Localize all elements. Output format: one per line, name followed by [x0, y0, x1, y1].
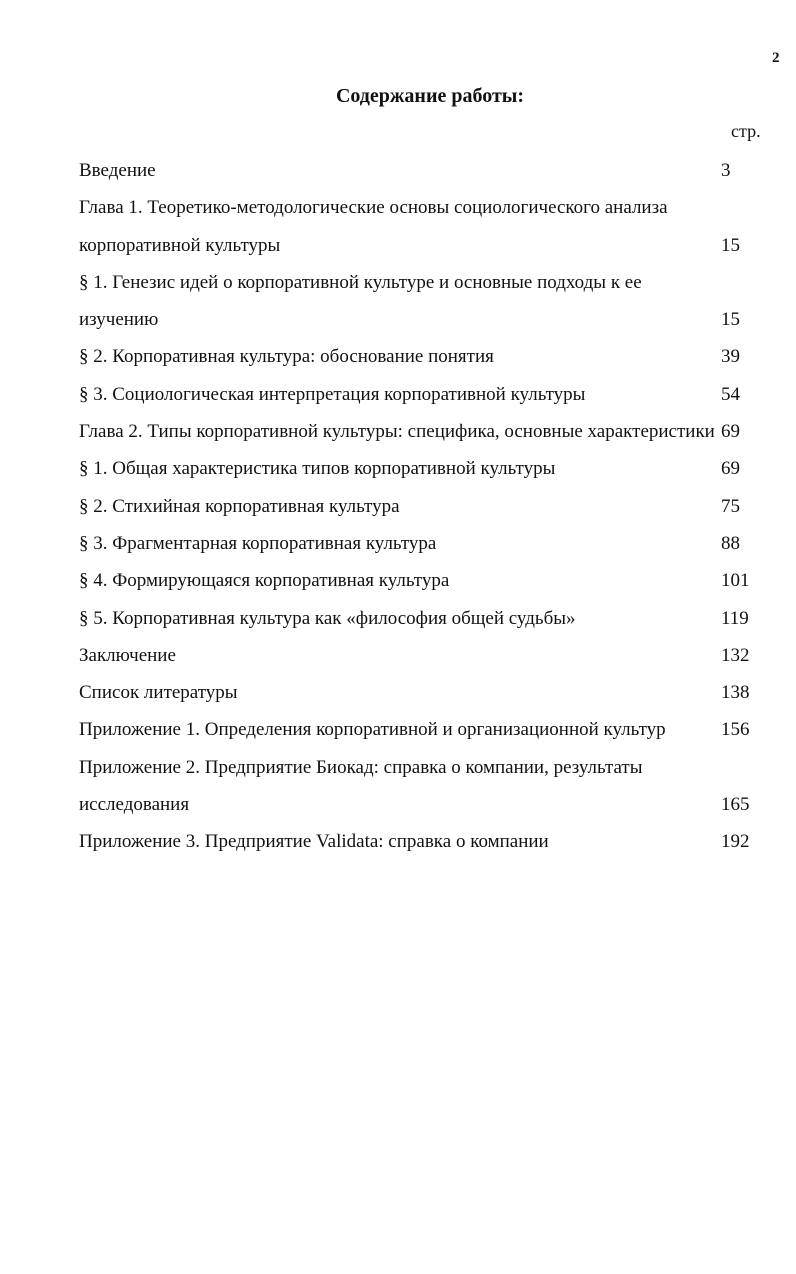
toc-entry-text: § 1. Общая характеристика типов корпоративной культуры — [79, 458, 556, 480]
toc-entry-text: § 3. Фрагментарная корпоративная культура — [79, 532, 437, 554]
toc-entry-page: 3 — [721, 160, 731, 181]
toc-entry-text: Список литературы — [79, 682, 238, 704]
toc-entry-appendix-3 — [79, 823, 769, 860]
toc-entry-appendix-2 — [79, 749, 769, 824]
toc-entry-text: § 1. Генезис идей о корпоративной культуре и основные подходы к ее изучению — [79, 271, 642, 331]
page-number: 2 — [772, 50, 780, 66]
toc-entry-ch1-section-3 — [79, 376, 769, 413]
toc-entry-text: Введение — [79, 160, 156, 181]
toc-entry-page: 119 — [721, 607, 749, 629]
toc-entry-ch2-section-1 — [79, 450, 769, 487]
toc-entry-ch2-section-4 — [79, 562, 769, 599]
toc-entry-bibliography — [79, 674, 769, 711]
page-title: Содержание работы: — [335, 85, 525, 107]
toc-entry-text: Глава 2. Типы корпоративной культуры: специфика, основные характеристики — [79, 421, 715, 443]
toc-entry-page: 101 — [721, 570, 750, 592]
toc-entry-page: 192 — [721, 831, 750, 853]
toc-entry-ch2-section-5 — [79, 600, 769, 637]
toc-entry-page: 69 — [721, 458, 740, 480]
toc-entry-conclusion — [79, 637, 769, 674]
toc-entry-page: 15 — [721, 309, 740, 331]
toc-entry-page: 15 — [721, 234, 740, 256]
toc-entry-ch2-section-2 — [79, 488, 769, 525]
toc-entry-text: Приложение 1. Определения корпоративной и организационной культур — [79, 719, 666, 741]
toc-entry-ch1-section-2 — [79, 338, 769, 375]
toc-entry-text: Приложение 3. Предприятие Validata: справка о компании — [79, 831, 549, 853]
toc-entry-text: § 2. Стихийная корпоративная культура — [79, 495, 400, 517]
toc-entry-text: Заключение — [79, 644, 176, 666]
toc-entry-page: 39 — [721, 346, 740, 368]
page-column-header: стр. — [731, 121, 761, 141]
toc-entry-text: § 3. Социологическая интерпретация корпоративной культуры — [79, 383, 586, 405]
table-of-contents — [79, 152, 769, 861]
toc-entry-page: 165 — [721, 794, 750, 816]
toc-entry-page: 54 — [721, 383, 740, 405]
toc-entry-page: 156 — [721, 719, 750, 741]
toc-entry-page: 69 — [721, 421, 740, 443]
toc-entry-page: 88 — [721, 532, 740, 554]
toc-entry-appendix-1 — [79, 711, 769, 748]
toc-entry-chapter-2 — [79, 413, 769, 450]
toc-entry-text: § 5. Корпоративная культура как «философия общей судьбы» — [79, 607, 576, 629]
toc-entry-page: 132 — [721, 644, 750, 666]
toc-entry-page: 138 — [721, 682, 750, 704]
toc-entry-text: § 2. Корпоративная культура: обоснование понятия — [79, 346, 494, 368]
toc-entry-chapter-1 — [79, 189, 769, 264]
toc-entry-text: § 4. Формирующаяся корпоративная культура — [79, 570, 450, 592]
toc-entry-ch2-section-3 — [79, 525, 769, 562]
toc-entry-ch1-section-1 — [79, 264, 769, 339]
toc-entry-page: 75 — [721, 495, 740, 517]
toc-entry-text: Приложение 2. Предприятие Биокад: справка о компании, результаты исследования — [79, 756, 643, 816]
toc-entry-text: Глава 1. Теоретико-методологические основы социологического анализа корпоративной культуры — [79, 197, 668, 256]
toc-entry-introduction — [79, 152, 769, 189]
